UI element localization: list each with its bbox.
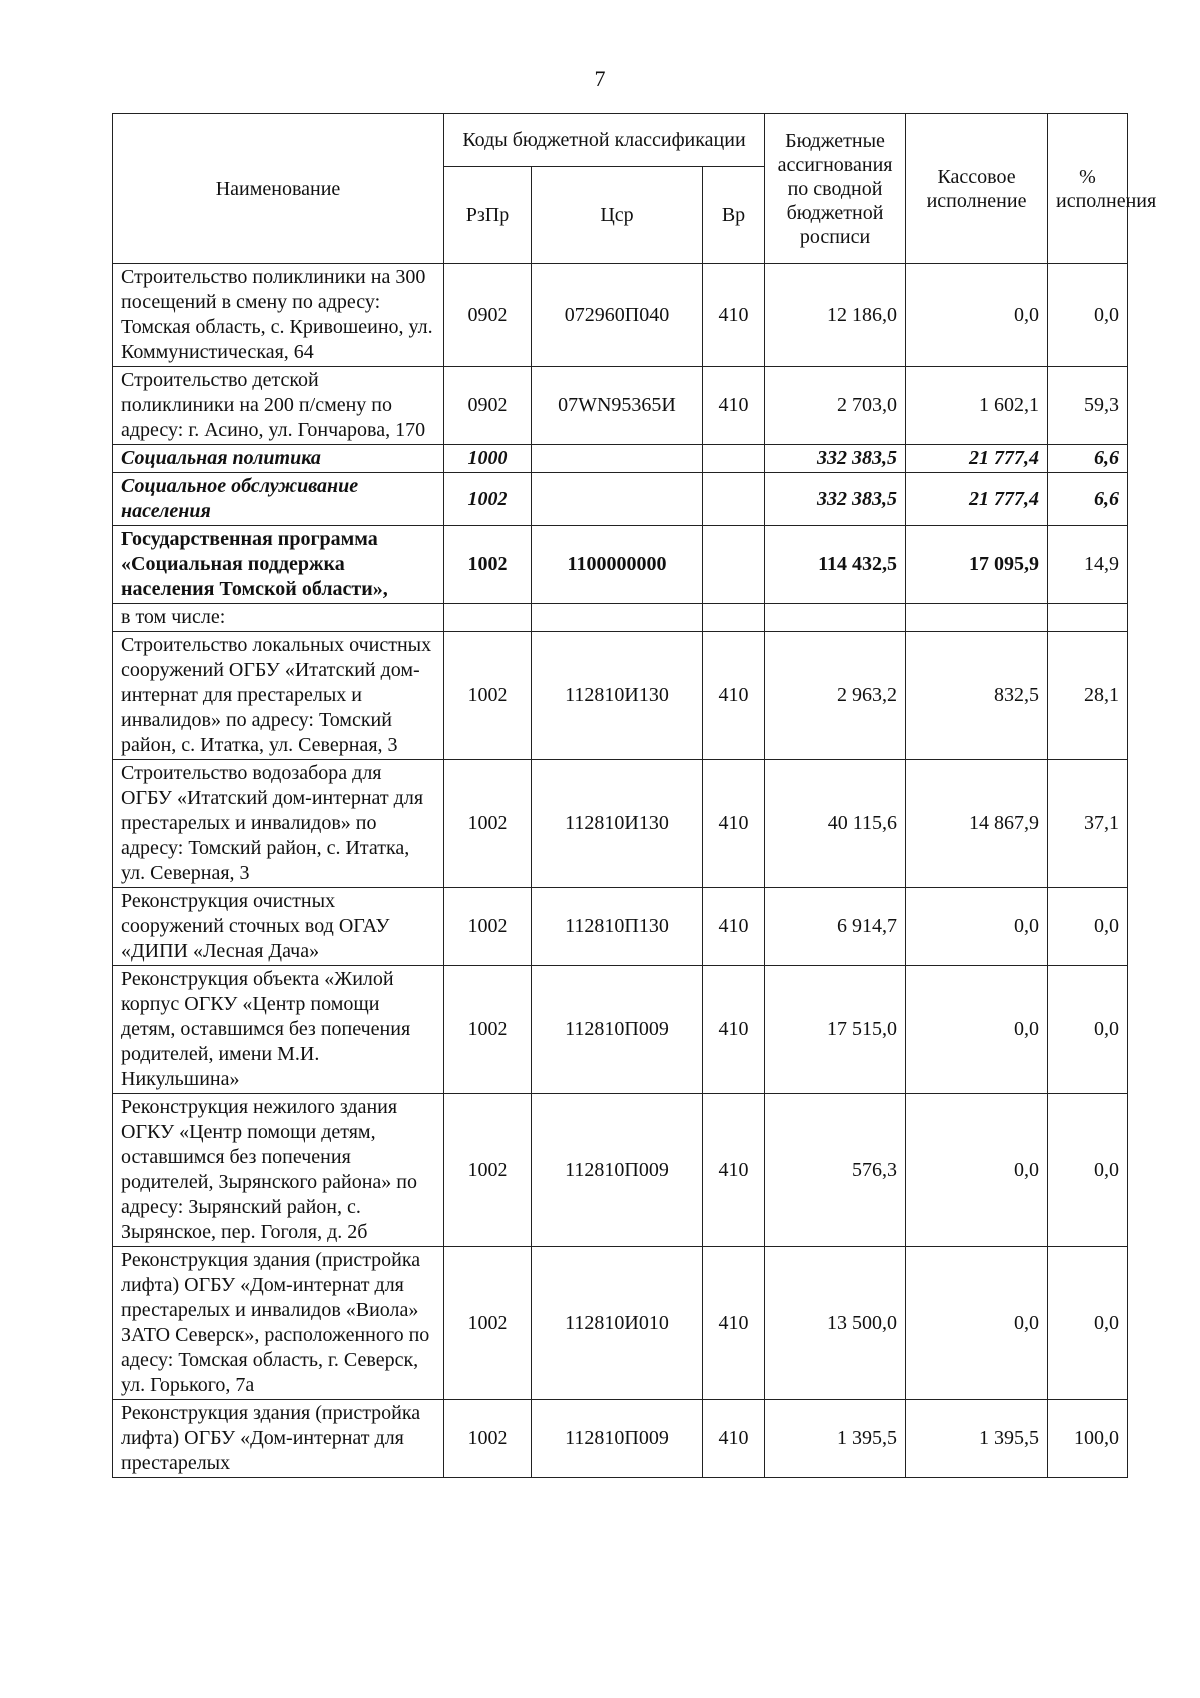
table-row	[113, 526, 1128, 604]
cell-name: Строительство водозабора для ОГБУ «Итатский дом-интернат для престарелых и инвалидов» по адресу: Томский район, с. Итатка, ул. Северная, 3	[113, 760, 444, 888]
cell-rzpr: 1002	[444, 760, 532, 888]
cell-pct: 0,0	[1048, 888, 1128, 966]
cell-csr: 112810П130	[532, 888, 703, 966]
cell-csr	[532, 445, 703, 473]
cell-csr: 112810И010	[532, 1247, 703, 1400]
cell-name: Строительство поликлиники на 300 посещений в смену по адресу: Томская область, с. Кривошеино, ул. Коммунистическая, 64	[113, 264, 444, 367]
cell-vr: 410	[703, 1094, 765, 1247]
cell-vr	[703, 526, 765, 604]
cell-cash: 0,0	[906, 264, 1048, 367]
cell-cash: 1 602,1	[906, 367, 1048, 445]
cell-vr: 410	[703, 632, 765, 760]
cell-vr	[703, 445, 765, 473]
header-rzpr: РзПр	[444, 167, 532, 264]
cell-vr: 410	[703, 888, 765, 966]
budget-table	[112, 113, 1157, 1478]
cell-cash: 0,0	[906, 888, 1048, 966]
cell-vr: 410	[703, 760, 765, 888]
cell-allocations: 17 515,0	[765, 966, 906, 1094]
cell-rzpr	[444, 604, 532, 632]
cell-csr: 112810П009	[532, 966, 703, 1094]
cell-pct: 0,0	[1048, 1094, 1128, 1247]
table-row	[113, 760, 1128, 888]
table-body	[113, 264, 1128, 1478]
cell-rzpr: 1002	[444, 1094, 532, 1247]
table-row	[113, 1400, 1128, 1478]
cell-pct: 59,3	[1048, 367, 1128, 445]
table-row	[113, 1247, 1128, 1400]
cell-allocations: 332 383,5	[765, 445, 906, 473]
cell-cash: 21 777,4	[906, 473, 1048, 526]
cell-cash: 0,0	[906, 1247, 1048, 1400]
cell-name: Реконструкция здания (пристройка лифта) ОГБУ «Дом-интернат для престарелых и инвалидов «Виола» ЗАТО Северск», расположенного по адесу: Томская область, г. Северск, ул. Горького, 7а	[113, 1247, 444, 1400]
cell-cash: 0,0	[906, 966, 1048, 1094]
cell-allocations: 1 395,5	[765, 1400, 906, 1478]
cell-name: Социальная политика	[113, 445, 444, 473]
cell-cash: 0,0	[906, 1094, 1048, 1247]
header-csr: Цср	[532, 167, 703, 264]
cell-allocations: 332 383,5	[765, 473, 906, 526]
cell-cash: 832,5	[906, 632, 1048, 760]
table-row	[113, 604, 1128, 632]
table-row	[113, 367, 1128, 445]
cell-rzpr: 1002	[444, 966, 532, 1094]
table-row	[113, 1094, 1128, 1247]
cell-csr: 112810П009	[532, 1094, 703, 1247]
header-name: Наименование	[113, 114, 444, 264]
cell-csr: 112810И130	[532, 760, 703, 888]
cell-rzpr: 1002	[444, 1400, 532, 1478]
cell-name: Социальное обслуживание населения	[113, 473, 444, 526]
table-row	[113, 888, 1128, 966]
cell-vr: 410	[703, 367, 765, 445]
cell-name: Реконструкция очистных сооружений сточных вод ОГАУ «ДИПИ «Лесная Дача»	[113, 888, 444, 966]
table-row	[113, 966, 1128, 1094]
cell-allocations: 576,3	[765, 1094, 906, 1247]
cell-csr: 112810И130	[532, 632, 703, 760]
cell-pct	[1048, 604, 1128, 632]
cell-allocations: 114 432,5	[765, 526, 906, 604]
cell-pct: 6,6	[1048, 473, 1128, 526]
cell-rzpr: 1002	[444, 632, 532, 760]
table-row	[113, 264, 1128, 367]
cell-csr: 07WN95365И	[532, 367, 703, 445]
cell-name: Государственная программа «Социальная поддержка населения Томской области»,	[113, 526, 444, 604]
header-codes-group: Коды бюджетной классификации	[444, 114, 765, 167]
cell-rzpr: 1002	[444, 526, 532, 604]
table-row	[113, 473, 1128, 526]
cell-name: Реконструкция здания (пристройка лифта) ОГБУ «Дом-интернат для престарелых	[113, 1400, 444, 1478]
cell-pct: 100,0	[1048, 1400, 1128, 1478]
cell-vr: 410	[703, 1247, 765, 1400]
header-pct: % исполнения	[1048, 114, 1128, 264]
cell-vr	[703, 473, 765, 526]
cell-rzpr: 1002	[444, 1247, 532, 1400]
header-cash: Кассовое исполнение	[906, 114, 1048, 264]
cell-allocations: 2 963,2	[765, 632, 906, 760]
cell-name: в том числе:	[113, 604, 444, 632]
cell-name: Реконструкция объекта «Жилой корпус ОГКУ «Центр помощи детям, оставшимся без попечения родителей, имени М.И. Никульшина»	[113, 966, 444, 1094]
cell-allocations: 40 115,6	[765, 760, 906, 888]
cell-cash: 1 395,5	[906, 1400, 1048, 1478]
cell-pct: 6,6	[1048, 445, 1128, 473]
cell-allocations: 2 703,0	[765, 367, 906, 445]
cell-name: Строительство локальных очистных сооружений ОГБУ «Итатский дом-интернат для престарелых и инвалидов» по адресу: Томский район, с. Итатка, ул. Северная, 3	[113, 632, 444, 760]
cell-pct: 37,1	[1048, 760, 1128, 888]
table-row	[113, 632, 1128, 760]
cell-csr: 112810П009	[532, 1400, 703, 1478]
cell-csr: 072960П040	[532, 264, 703, 367]
cell-vr: 410	[703, 1400, 765, 1478]
cell-vr: 410	[703, 966, 765, 1094]
header-allocations: Бюджетные ассигнования по сводной бюджетной росписи	[765, 114, 906, 264]
cell-pct: 28,1	[1048, 632, 1128, 760]
cell-cash: 14 867,9	[906, 760, 1048, 888]
page-number: 7	[594, 66, 606, 91]
cell-allocations: 13 500,0	[765, 1247, 906, 1400]
cell-rzpr: 1002	[444, 888, 532, 966]
cell-csr	[532, 473, 703, 526]
cell-pct: 0,0	[1048, 1247, 1128, 1400]
cell-allocations	[765, 604, 906, 632]
cell-csr: 1100000000	[532, 526, 703, 604]
cell-allocations: 6 914,7	[765, 888, 906, 966]
cell-vr	[703, 604, 765, 632]
cell-name: Реконструкция нежилого здания ОГКУ «Центр помощи детям, оставшимся без попечения родителей, Зырянского района» по адресу: Зырянский район, с. Зырянское, пер. Гоголя, д. 2б	[113, 1094, 444, 1247]
header-vr: Вр	[703, 167, 765, 264]
cell-rzpr: 1002	[444, 473, 532, 526]
cell-pct: 0,0	[1048, 966, 1128, 1094]
cell-csr	[532, 604, 703, 632]
cell-pct: 14,9	[1048, 526, 1128, 604]
cell-cash: 21 777,4	[906, 445, 1048, 473]
cell-cash: 17 095,9	[906, 526, 1048, 604]
table-row	[113, 445, 1128, 473]
cell-vr: 410	[703, 264, 765, 367]
cell-pct: 0,0	[1048, 264, 1128, 367]
cell-rzpr: 1000	[444, 445, 532, 473]
cell-allocations: 12 186,0	[765, 264, 906, 367]
cell-name: Строительство детской поликлиники на 200 п/смену по адресу: г. Асино, ул. Гончарова, 170	[113, 367, 444, 445]
cell-rzpr: 0902	[444, 367, 532, 445]
cell-rzpr: 0902	[444, 264, 532, 367]
cell-cash	[906, 604, 1048, 632]
